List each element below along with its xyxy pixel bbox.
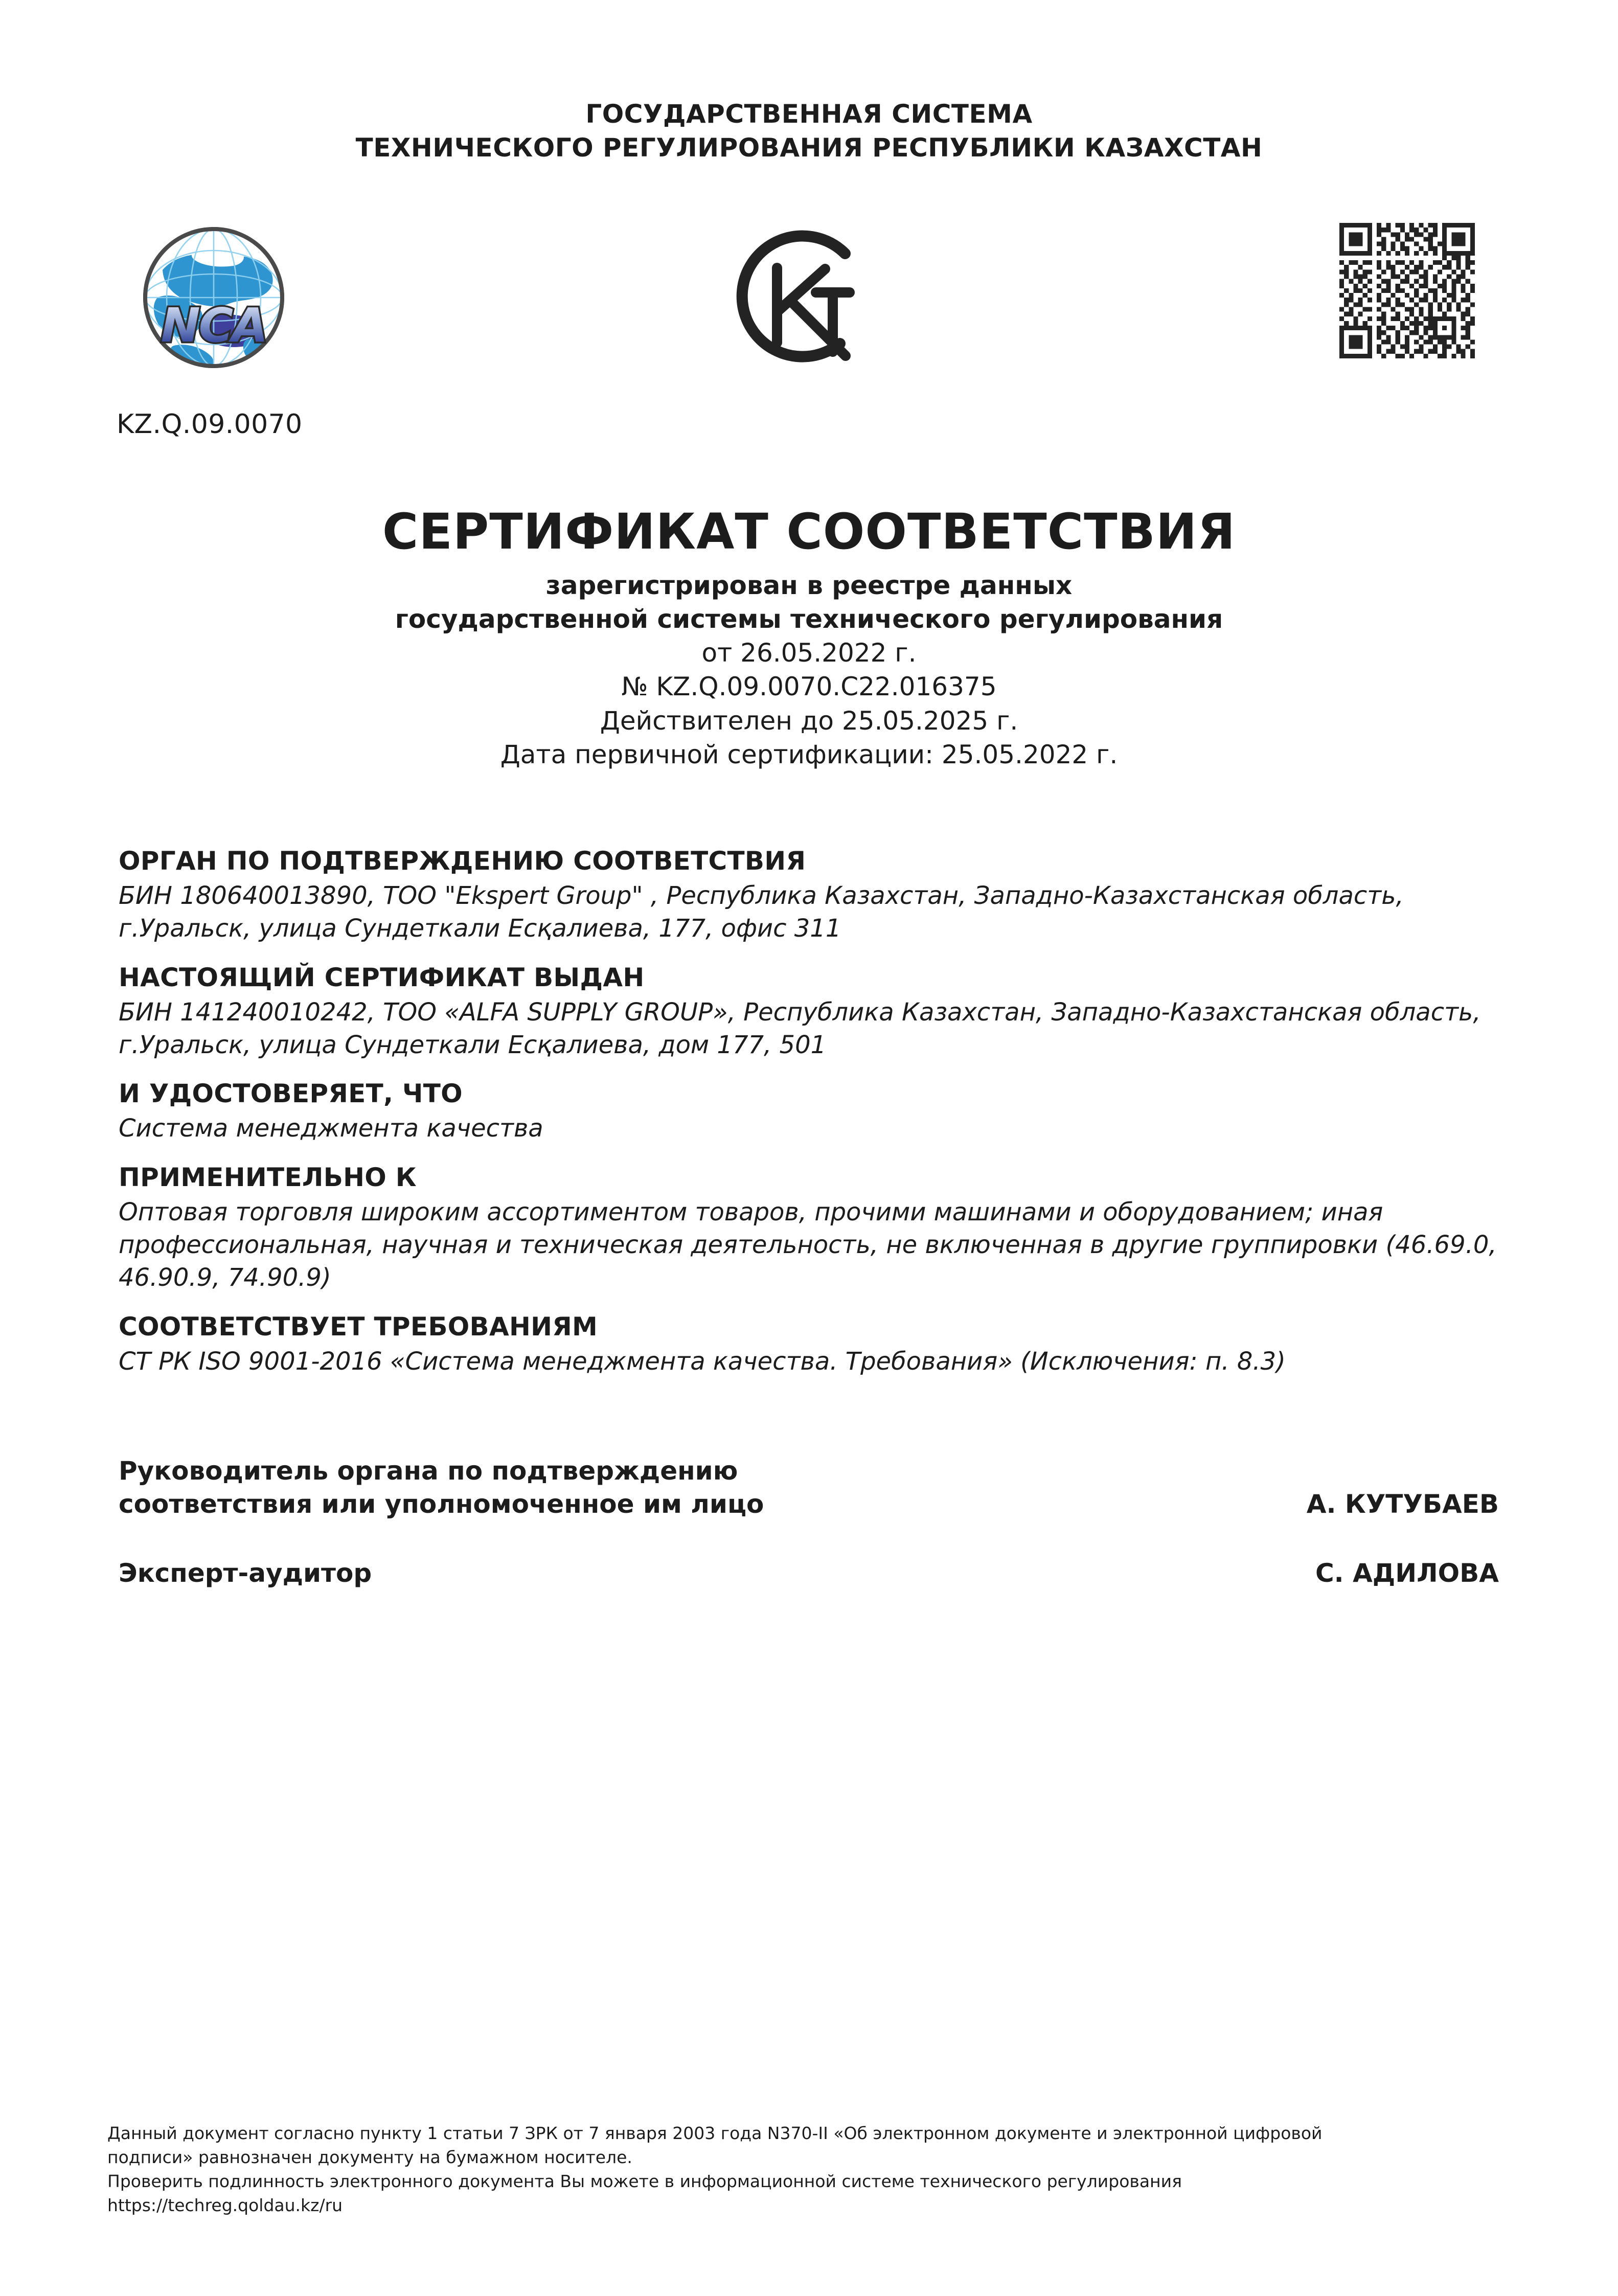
section-heading: ПРИМЕНИТЕЛЬНО К: [119, 1162, 417, 1192]
accreditation-number: KZ.Q.09.0070: [117, 409, 303, 440]
head-role-line-1: Руководитель органа по подтверждению: [119, 1456, 738, 1486]
head-role: [119, 1454, 764, 1521]
header-line-1: ГОСУДАРСТВЕННАЯ СИСТЕМА: [585, 99, 1033, 129]
certificate-number: № KZ.Q.09.0070.C22.016375: [621, 672, 997, 702]
signature-block: [119, 1454, 1499, 1590]
section-issued-to: [119, 963, 1499, 1062]
nca-wordmark: [161, 298, 267, 353]
section-text: Система менеджмента качества: [119, 1114, 543, 1143]
signature-row-head: [119, 1454, 1499, 1521]
nca-globe-logo: [127, 221, 301, 374]
title-subline-1: зарегистрирован в реестре данных: [545, 570, 1073, 600]
section-heading: ОРГАН ПО ПОДТВЕРЖДЕНИЮ СООТВЕТСТВИЯ: [119, 846, 806, 876]
verification-url: https://techreg.qoldau.kz/ru: [107, 2195, 343, 2215]
legal-footer: [107, 2122, 1518, 2217]
section-text: БИН 141240010242, ТОО «ALFA SUPPLY GROUP», Республика Казахстан, Западно-Казахстанская область, г.Уральск, улица Сундеткали Есқалиева, дом 177, 501: [119, 997, 1481, 1059]
section-text: СТ РК ISO 9001-2016 «Система менеджмента качества. Требования» (Исключения: п. 8.3): [119, 1347, 1286, 1376]
certificate-body: [119, 846, 1499, 1393]
svg-text:NCA: NCA: [161, 298, 267, 353]
qr-code: [1339, 223, 1475, 358]
section-standard: [119, 1312, 1499, 1378]
section-scope: [119, 1163, 1499, 1294]
footer-line-3: Проверить подлинность электронного документа Вы можете в информационной системе технического регулирования: [107, 2171, 1182, 2191]
header-line-2: ТЕХНИЧЕСКОГО РЕГУЛИРОВАНИЯ РЕСПУБЛИКИ КАЗАХСТАН: [355, 133, 1263, 163]
auditor-role: Эксперт-аудитор: [119, 1558, 372, 1588]
footer-line-2: подписи» равнозначен документу на бумажном носителе.: [107, 2147, 632, 2167]
title-block: [0, 503, 1618, 772]
section-heading: СООТВЕТСТВУЕТ ТРЕБОВАНИЯМ: [119, 1311, 598, 1342]
kt-conformity-mark: [716, 215, 884, 373]
footer-line-1: Данный документ согласно пункту 1 статьи 7 ЗРК от 7 января 2003 года N370-II «Об электронном документе и электронной цифровой: [107, 2123, 1323, 2143]
issue-date: от 26.05.2022 г.: [701, 638, 917, 668]
section-heading: И УДОСТОВЕРЯЕТ, ЧТО: [119, 1079, 463, 1109]
page-title: СЕРТИФИКАТ СООТВЕТСТВИЯ: [382, 503, 1236, 560]
head-name: А. КУТУБАЕВ: [1306, 1489, 1499, 1519]
section-text: БИН 180640013890, ТОО "Ekspert Group" , Республика Казахстан, Западно-Казахстанская область, г.Уральск, улица Сундеткали Есқалиева, 177, офис 311: [119, 881, 1404, 943]
first-certification-date: Дата первичной сертификации: 25.05.2022 г.: [500, 740, 1118, 770]
signature-row-auditor: [119, 1557, 1499, 1590]
title-subline-2: государственной системы технического регулирования: [395, 604, 1223, 634]
section-heading: НАСТОЯЩИЙ СЕРТИФИКАТ ВЫДАН: [119, 962, 645, 992]
head-role-line-2: соответствия или уполномоченное им лицо: [119, 1489, 764, 1519]
logo-row: [0, 214, 1618, 382]
section-text: Оптовая торговля широким ассортиментом товаров, прочими машинами и оборудованием; иная профессиональная, научная и техническая деятельность, не включенная в другие группировки (46.69.0, 46.90.9, 74.90.9): [119, 1197, 1497, 1292]
section-certification-body: [119, 846, 1499, 945]
document-header: [0, 97, 1618, 165]
valid-until: Действителен до 25.05.2025 г.: [600, 706, 1018, 736]
auditor-name: С. АДИЛОВА: [1315, 1558, 1499, 1588]
section-certifies: [119, 1079, 1499, 1145]
